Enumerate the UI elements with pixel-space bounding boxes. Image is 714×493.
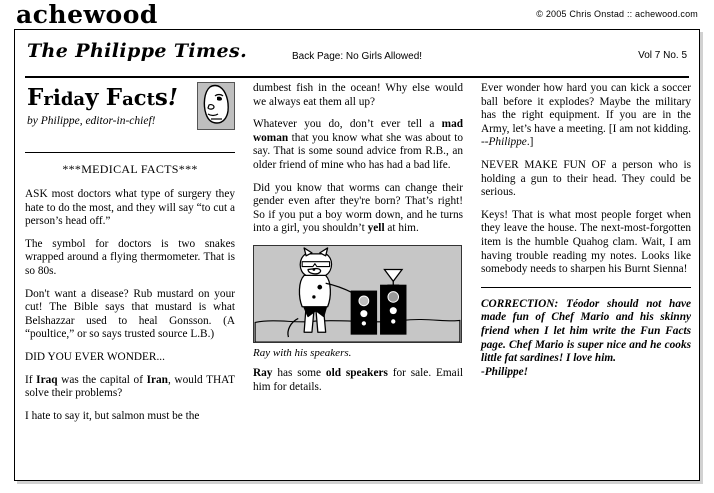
speaker-left [351, 291, 376, 334]
article-headline [27, 84, 178, 111]
correction-notice [481, 298, 691, 380]
text-run: , would THAT solve their problems? [25, 373, 235, 400]
figure-ray-speakers [253, 245, 463, 359]
headline-exclamation: ! [167, 84, 178, 111]
copyright-notice: © 2005 Chris Onstad :: achewood.com [536, 9, 698, 19]
site-header [0, 0, 714, 30]
bold-ray: Ray [253, 366, 273, 379]
text-run: that you know what she was about to say. That is some sound advice from R.B., an older friend of mine who has had a bad life. [253, 131, 463, 171]
headline-char-a: a [122, 89, 134, 110]
paragraph: Don't want a disease? Rub mustard on your cut! The Bible says that mustard is what Belshazzar used to heal Gonsson. (A “poultice,” or so says trusted source L.B.) [25, 287, 235, 341]
text-run: has some [272, 366, 326, 379]
philippe-portrait [197, 82, 235, 130]
paragraph-jump-in: dumbest fish in the ocean! Why else would we always eat them all up? [253, 82, 463, 108]
headline-char-da: da [60, 89, 86, 110]
headline-rule [25, 152, 235, 153]
bold-mad-woman: mad woman [253, 118, 463, 144]
headline-char-c: c [133, 85, 147, 110]
text-run: Ever wonder how hard you can kick a soccer ball before it explodes? Maybe the military has the right equipment. If you are in the Army, let’s have a meeting. [I am not kidding. -- [481, 82, 691, 149]
text-run: Whatever you do, don’t ever tell a [253, 118, 442, 131]
correction-rule [481, 287, 691, 288]
paragraph-ad [253, 367, 463, 394]
newspaper-frame [14, 29, 700, 481]
bold-yell: yell [367, 222, 385, 235]
bold-iraq: Iraq [36, 373, 58, 386]
headline-block [25, 82, 235, 148]
paragraph-jump-out: I hate to say it, but salmon must be the [25, 409, 200, 422]
headline-char-t: t [146, 89, 155, 110]
article-byline: by Philippe, editor-in-chief! [27, 115, 156, 127]
paragraph: ASK most doctors what type of surgery they hate to do the most, and they will say “to cut a person’s head off.” [25, 188, 235, 228]
masthead-volume: Vol 7 No. 5 [638, 50, 687, 61]
text-run: for sale. Email him for details. [253, 366, 463, 393]
headline-char-F2: F [105, 84, 123, 111]
correction-signature: -Philippe! [481, 365, 529, 378]
headline-char-F1: F [27, 84, 44, 111]
figure-caption: Ray with his speakers. [253, 346, 352, 359]
paragraph: The symbol for doctors is two snakes wrapped around a flying thermometer. That is so 80s. [25, 237, 235, 277]
paragraph-mad-woman [253, 118, 463, 172]
masthead-banner: Back Page: No Girls Allowed! [291, 51, 423, 62]
correction-body: Téodor should not have made fun of Chef Mario and his skinny friend when I let him write the Fun Facts page. Chef Mario is super nice and he cooks little fat sardines! I love him. [481, 297, 691, 365]
paragraph-never-make-fun: NEVER MAKE FUN OF a person who is holding a gun to their head. They could be serious. [481, 158, 691, 199]
speaker-right [381, 285, 406, 334]
text-run: If [25, 373, 37, 386]
paragraph-worms [253, 182, 463, 236]
philippe-portrait-drawing [198, 83, 234, 129]
text-run: .] [526, 136, 534, 149]
text-run: at him. [384, 222, 419, 235]
headline-char-y: y [85, 84, 99, 111]
paragraph-keys: Keys! That is what most people forget when they leave the house. The next-most-forgotten item is the humble Quahog clam. Wait, I am having trouble reading my notes. Looks like somebody needs to sharpen his Burnt Sienna! [481, 208, 691, 276]
headline-char-s: s [154, 84, 168, 111]
article-columns [25, 82, 691, 474]
paragraph-soccer [481, 82, 691, 150]
column-2 [253, 82, 463, 474]
masthead [25, 42, 689, 78]
paragraph: DID YOU EVER WONDER... [25, 350, 165, 363]
column-1 [25, 82, 235, 474]
ray-with-speakers-illustration [253, 245, 462, 343]
headline-char-i: i [52, 85, 61, 110]
paragraph-iraq [25, 374, 235, 401]
column-3 [481, 82, 691, 474]
headline-char-r: r [43, 89, 53, 110]
italic-philippe: Philippe [488, 136, 527, 149]
correction-label: CORRECTION: [481, 297, 559, 310]
text-run: was the capital of [57, 373, 147, 386]
bold-old-speakers: old speakers [325, 366, 388, 379]
bold-iran: Iran [146, 373, 168, 386]
text-run: Did you know that worms can change their gender even after they're born? That’s right! So if you put a boy worm down, and he turns into a girl, you shouldn’t [253, 181, 463, 235]
section-heading: ***MEDICAL FACTS*** [62, 162, 198, 176]
achewood-logo[interactable]: achewood [16, 0, 158, 29]
newspaper-title: The Philippe Times. [27, 40, 248, 62]
